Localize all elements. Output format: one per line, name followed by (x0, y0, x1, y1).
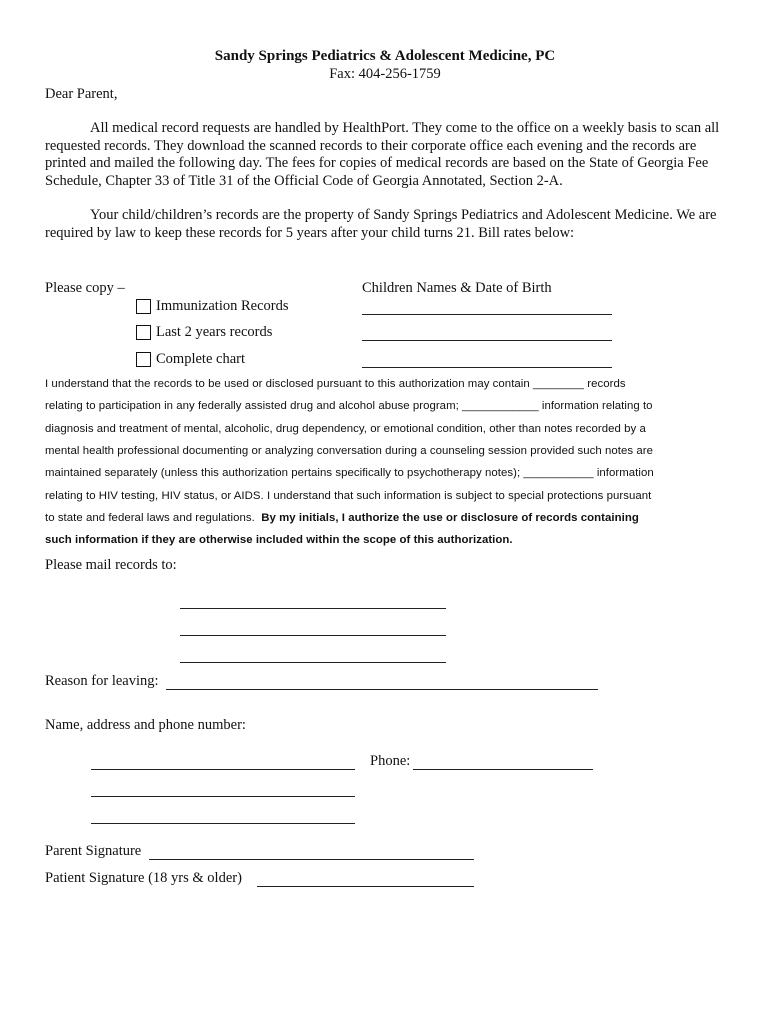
authorization-line-1: I understand that the records to be used or disclosed pursuant to this authorization may contain ________ records (45, 378, 626, 390)
paragraph-healthport (45, 120, 730, 190)
paragraph-records-property-text: Your child/children’s records are the property of Sandy Springs Pediatrics and Adolescent Medicine. We are required by law to keep these records for 5 years after your child turns 21. Bill rates below: (45, 207, 717, 241)
mail-address-field-2[interactable] (180, 635, 446, 636)
please-copy-label: Please copy – (45, 280, 125, 296)
practice-name: Sandy Springs Pediatrics & Adolescent Medicine, PC (214, 48, 556, 64)
contact-field-1[interactable] (91, 769, 355, 770)
complete-chart-label: Complete chart (156, 351, 245, 367)
reason-for-leaving-field[interactable] (166, 689, 598, 690)
immunization-records-label: Immunization Records (156, 298, 289, 314)
mail-address-field-1[interactable] (180, 608, 446, 609)
authorization-line-5: maintained separately (unless this authorization pertains specifically to psychotherapy notes); ___________ information (45, 467, 654, 479)
contact-field-3[interactable] (91, 823, 355, 824)
parent-signature-label: Parent Signature (45, 843, 142, 859)
authorization-line-8: such information if they are otherwise included within the scope of this authorization. (45, 534, 513, 546)
last-2-years-checkbox[interactable] (136, 325, 151, 340)
paragraph-healthport-text: All medical record requests are handled by HealthPort. They come to the office on a weekly basis to scan all requested records. They download the scanned records to their corporate office each evening and the records are printed and mailed the following day. The fees for copies of medical records are based on the State of Georgia Fee Schedule, Chapter 33 of Title 31 of the Official Code of Georgia Annotated, Section 2-A. (45, 120, 720, 189)
patient-signature-label: Patient Signature (18 yrs & older) (45, 870, 242, 886)
child-name-field-3[interactable] (362, 367, 612, 368)
authorization-line-7 (45, 512, 639, 524)
contact-info-label: Name, address and phone number: (45, 717, 246, 733)
complete-chart-checkbox[interactable] (136, 352, 151, 367)
mail-address-field-3[interactable] (180, 662, 446, 663)
children-names-label: Children Names & Date of Birth (362, 280, 552, 296)
option-immunization-records[interactable] (136, 298, 288, 315)
immunization-records-checkbox[interactable] (136, 299, 151, 314)
phone-label: Phone: (370, 753, 411, 769)
contact-field-2[interactable] (91, 796, 355, 797)
authorization-initials-statement: By my initials, I authorize the use or disclosure of records containing (261, 512, 639, 524)
fax-number: Fax: 404-256-1759 (329, 66, 441, 82)
option-last-2-years[interactable] (136, 324, 272, 341)
child-name-field-1[interactable] (362, 314, 612, 315)
parent-signature-field[interactable] (149, 859, 474, 860)
mail-records-label: Please mail records to: (45, 557, 177, 573)
salutation: Dear Parent, (45, 86, 118, 102)
reason-for-leaving-label: Reason for leaving: (45, 673, 159, 689)
child-name-field-2[interactable] (362, 340, 612, 341)
paragraph-records-property (45, 207, 730, 242)
option-complete-chart[interactable] (136, 351, 245, 368)
authorization-line-3: diagnosis and treatment of mental, alcoholic, drug dependency, or emotional condition, other than notes recorded by a (45, 423, 646, 435)
phone-field[interactable] (413, 769, 593, 770)
authorization-line-2: relating to participation in any federally assisted drug and alcohol abuse program; ____________ information relating to (45, 400, 653, 412)
authorization-line-4: mental health professional documenting or analyzing conversation during a counseling session provided such notes are (45, 445, 653, 457)
last-2-years-label: Last 2 years records (156, 324, 273, 340)
authorization-line-7-normal: to state and federal laws and regulations. (45, 512, 255, 524)
patient-signature-field[interactable] (257, 886, 474, 887)
authorization-line-6: relating to HIV testing, HIV status, or AIDS. I understand that such information is subject to special protections pursuant (45, 490, 652, 502)
